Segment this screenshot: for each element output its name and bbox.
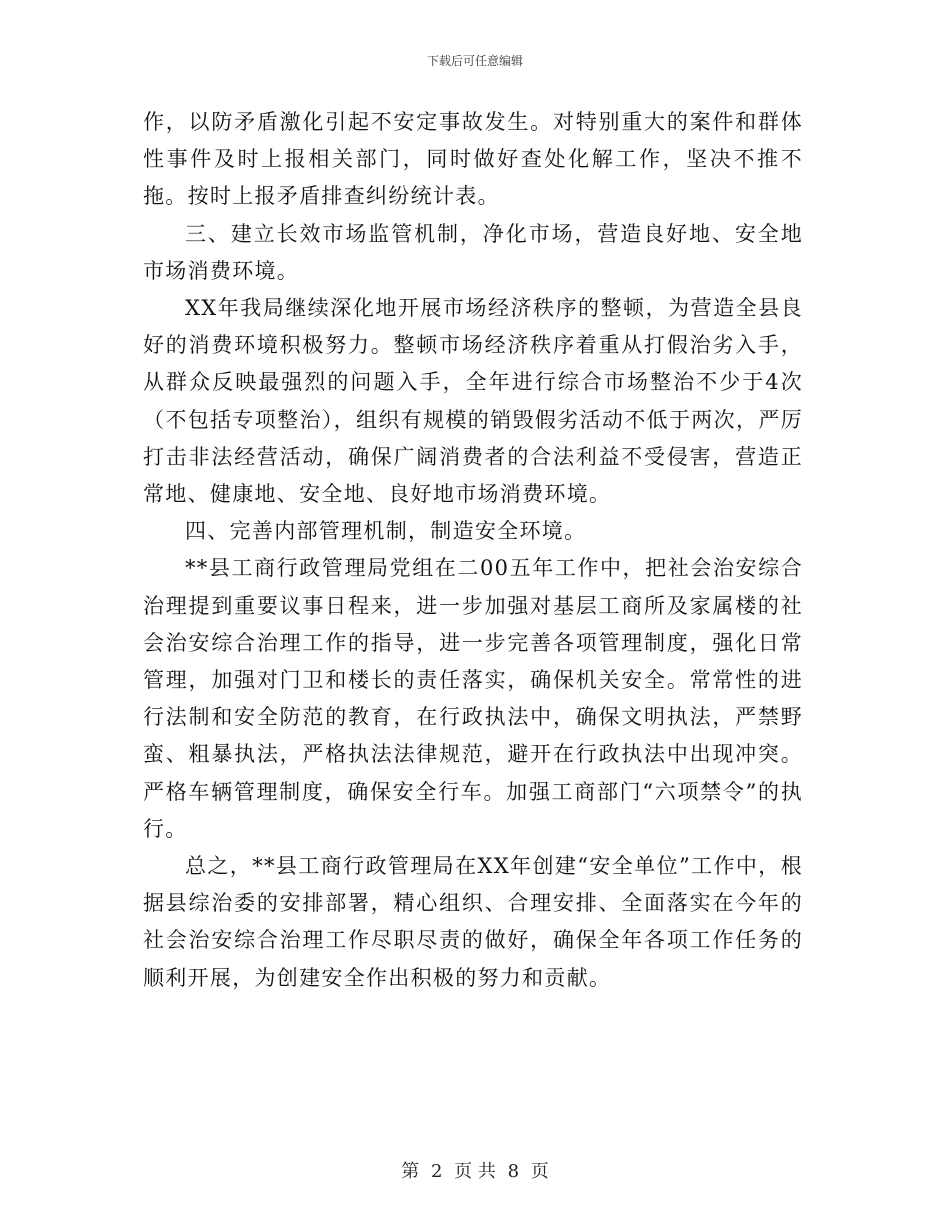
- paragraph-conclusion: 总之，**县工商行政管理局在XX年创建“安全单位”工作中，根据县综治委的安排部署，精心组织、合理安排、全面落实在今年的社会治安综合治理工作尽职尽责的做好，确保全年各项工作任务的顺利开展，为创建安全作出积极的努力和贡献。: [143, 854, 803, 990]
- footer-suffix: 页: [530, 1161, 549, 1182]
- section-heading-four: 四、完善内部管理机制，制造安全环境。: [185, 519, 587, 544]
- footer-prefix: 第: [401, 1161, 420, 1182]
- paragraph-continuation: 作，以防矛盾激化引起不安定事故发生。对特别重大的案件和群体性事件及时上报相关部门，同时做好查处化解工作，坚决不推不拖。按时上报矛盾排查纠纷统计表。: [143, 110, 803, 209]
- document-body: [143, 104, 803, 997]
- paragraph-internal-management: **县工商行政管理局党组在二00五年工作中，把社会治安综合治理提到重要议事日程来，进一步加强对基层工商所及家属楼的社会治安综合治理工作的指导，进一步完善各项管理制度，强化日常管理，加强对门卫和楼长的责任落实，确保机关安全。常常性的进行法制和安全防范的教育，在行政执法中，确保文明执法，严禁野蛮、粗暴执法，严格执法法律规范，避开在行政执法中出现冲突。严格车辆管理制度，确保安全行车。加强工商部门“六项禁令”的执行。: [143, 556, 803, 841]
- footer-middle: 页 共: [454, 1161, 496, 1182]
- paragraph-market-rectification: XX年我局继续深化地开展市场经济秩序的整顿，为营造全县良好的消费环境积极努力。整顿市场经济秩序着重从打假治劣入手，从群众反映最强烈的问题入手，全年进行综合市场整治不少于4次（不包括专项整治），组织有规模的销毁假劣活动不低于两次，严厉打击非法经营活动，确保广阔消费者的合法利益不受侵害，营造正常地、健康地、安全地、良好地市场消费环境。: [143, 296, 803, 507]
- current-page-number: 2: [430, 1161, 443, 1182]
- page-header: 下载后可任意编辑: [426, 54, 523, 68]
- section-heading-three: 三、建立长效市场监管机制，净化市场，营造良好地、安全地市场消费环境。: [143, 221, 803, 283]
- total-page-count: 8: [507, 1161, 520, 1182]
- page-footer: [0, 1157, 950, 1183]
